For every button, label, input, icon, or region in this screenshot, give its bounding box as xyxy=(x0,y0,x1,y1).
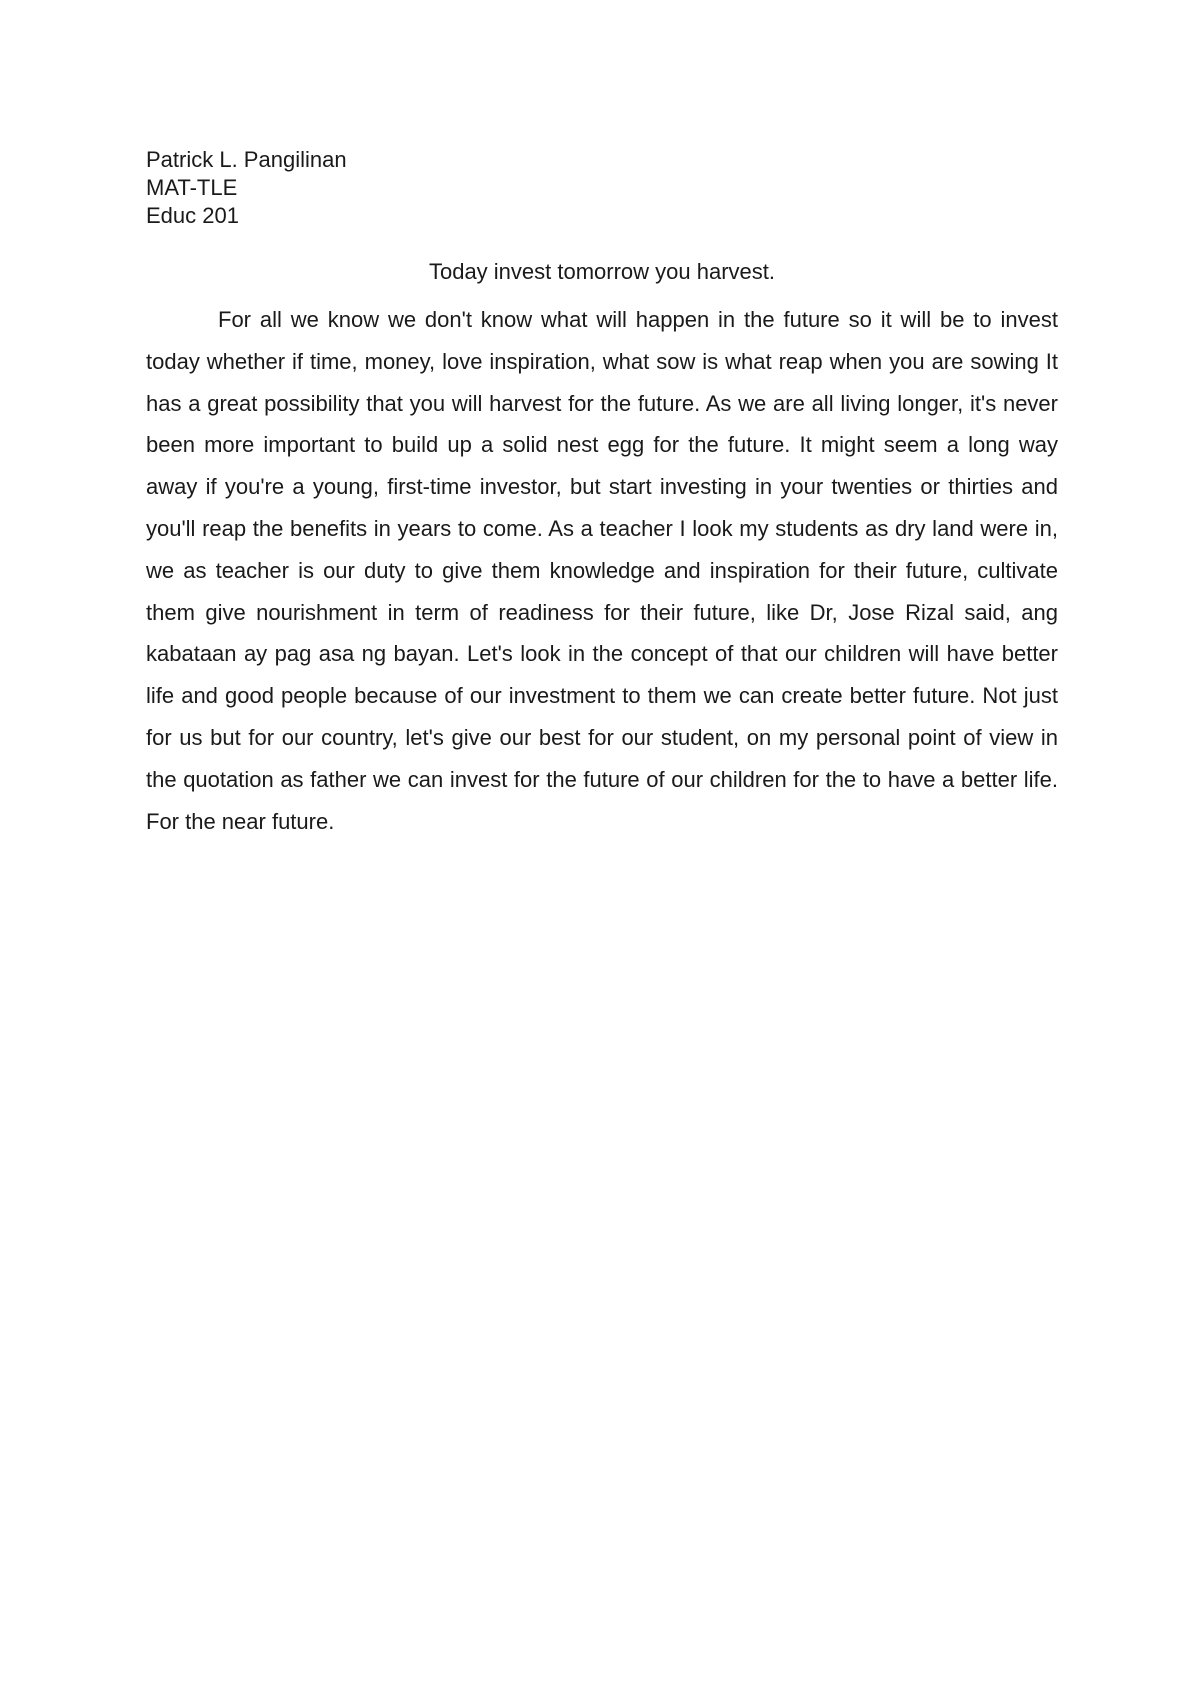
essay-title: Today invest tomorrow you harvest. xyxy=(428,259,776,284)
course-code: Educ 201 xyxy=(146,203,239,228)
program-name: MAT-TLE xyxy=(146,175,238,200)
essay-body: For all we know we don't know what will happen in the future so it will be to invest today whether if time, money, love inspiration, what sow is what reap when you are sowing It has a great possibility that you will harvest for the future. As we are all living longer, it's never been more important to build up a solid nest egg for the future. It might seem a long way away if you're a young, first-time investor, but start investing in your twenties or thirties and you'll reap the benefits in years to come. As a teacher I look my students as dry land were in, we as teacher is our duty to give them knowledge and inspiration for their future, cultivate them give nourishment in term of readiness for their future, like Dr, Jose Rizal said, ang kabataan ay pag asa ng bayan. Let's look in the concept of that our children will have better life and good people because of our investment to them we can create better future. Not just for us but for our country, let's give our best for our student, on my personal point of view in the quotation as father we can invest for the future of our children for the to have a better life. For the near future. xyxy=(146,307,1058,834)
author-header xyxy=(146,146,347,230)
author-name: Patrick L. Pangilinan xyxy=(146,147,347,172)
